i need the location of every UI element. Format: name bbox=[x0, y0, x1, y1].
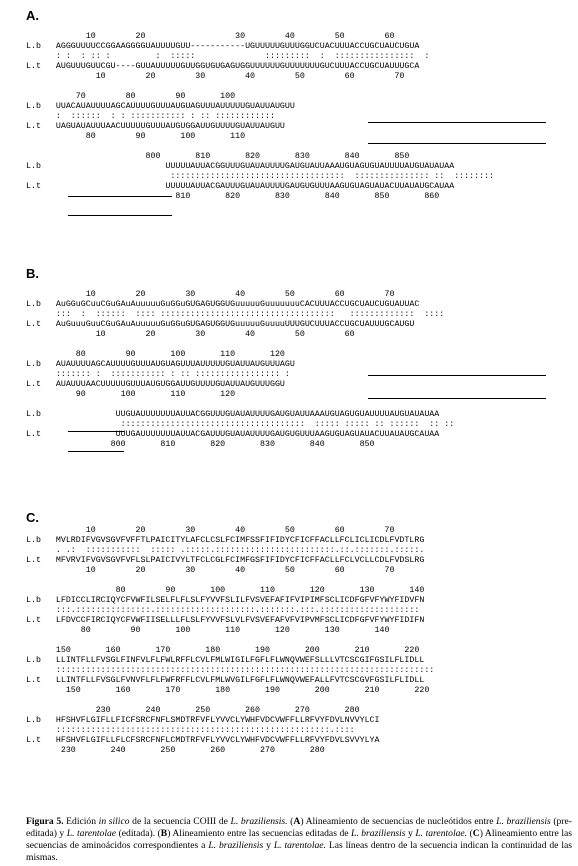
sequence-line: L.b AUAUUUUAGCAUUUUGUUUAUGUAGUUUAUUUUUGUAUUAUGUUUAGU bbox=[26, 360, 295, 369]
panel-b-alignment bbox=[26, 290, 454, 450]
caption-text: Edición bbox=[63, 816, 99, 827]
sequence-line: L.b MVLRDIFVGVSGVFVFFTLPAICITYLAFCLCSLFCIMFSSFIFIDYCFICFFACLLFCLICLICDLFVDTLRG bbox=[26, 536, 425, 545]
continuity-line bbox=[68, 431, 124, 432]
caption-text: (pre-editada) y bbox=[26, 816, 573, 839]
caption-lead: Figura 5. bbox=[26, 816, 64, 827]
sequence-line: L.b HFSHVFLGIFLLFICFSRCFNFLSMDTRFVFLYVVCLYWHFVDCVWFFLLRFVYFDVLNVVYLCI bbox=[26, 716, 380, 725]
match-line: :::::::::::::::::::::::::::::::::::::::::::::::::::::::::::::::::::::::::::: bbox=[26, 666, 435, 675]
match-line bbox=[26, 82, 494, 92]
caption-text: ) Alineamiento entre las secuencias editadas de bbox=[167, 828, 352, 839]
continuity-line bbox=[68, 196, 172, 197]
figure-caption bbox=[26, 816, 572, 864]
match-line: : : : :: : : ::::: ::::::::: : :::::::::::::::: : bbox=[26, 52, 430, 61]
caption-text: de la secuencia COIII de bbox=[129, 816, 231, 827]
sequence-line: L.t MFVRVIFVGVSGVFVFLSLPAICIVYLTFCLCGLFCIMFGSFIFIDYCFICFFACLLFCLVCLLCDLFVDSLRG bbox=[26, 556, 425, 565]
caption-italic: in silico bbox=[98, 816, 130, 827]
sequence-line: L.t LLINTFLLFVSGLFVNVFLFLFWFRFFLCVLFMLWVGILFGFLFLWNQVWEFALLFVTCSCGVFGSILFLIDLL bbox=[26, 676, 425, 685]
sequence-line: L.b UUUUUAUUACGGUUUGUAUAUUUUGAUGUAUUAAAUGUAGUGUAUUUUAUGUAUAUAA bbox=[26, 162, 455, 171]
caption-text: y bbox=[405, 828, 416, 839]
match-line: : :::::: : : ::::::::::: : :: :::::::::::: bbox=[26, 112, 275, 121]
match-line: ::::::: : ::::::::::: : :: ::::::::::::::::: : bbox=[26, 370, 290, 379]
continuity-line bbox=[68, 215, 172, 216]
match-line: . .: ::::::::::: ::::: .:::::.::::::::::::::::::::::::.::.:::::::.:::::. bbox=[26, 546, 425, 555]
position-ruler: 80 90 100 110 120 130 140 bbox=[26, 586, 425, 595]
position-ruler: 80 90 100 110 bbox=[26, 132, 246, 141]
match-line: :::::::::::::::::::::::::::::::::::::::::::::::::::::::.:::: bbox=[26, 726, 355, 735]
position-ruler: 10 20 30 40 50 60 70 bbox=[26, 290, 395, 299]
caption-panel-ref: C bbox=[472, 828, 480, 839]
position-ruler: 70 80 90 100 bbox=[26, 92, 236, 101]
caption-text: y bbox=[263, 840, 274, 851]
caption-panel-ref: A bbox=[293, 816, 301, 827]
position-ruler: 10 20 30 40 50 60 bbox=[26, 32, 395, 41]
continuity-line bbox=[368, 398, 546, 399]
caption-species: L. tarentolae. bbox=[273, 840, 326, 851]
caption-species: L. braziliensis. bbox=[230, 816, 288, 827]
sequence-line: L.b UUACAUAUUUUAGCAUUUUGUUUAUGUAGUUUAUUUUUGUAUUAUGUU bbox=[26, 102, 295, 111]
panel-c-label: C. bbox=[26, 510, 39, 525]
match-line bbox=[26, 696, 434, 706]
sequence-line: L.t UUUGAUUUUUUUAUUACGAUUUGUAUAUUUUGAUGUGUUUAAGUGUAGUAUACUUAUAUGCAUAA bbox=[26, 430, 440, 439]
sequence-line: L.t UAGUAUAUUUAACUUUUUGUUUAUGUGGAUUGUUUUGUAUUAUGUU bbox=[26, 122, 285, 131]
continuity-line bbox=[368, 143, 546, 144]
position-ruler: 90 100 110 120 bbox=[26, 390, 236, 399]
caption-panel-ref: B bbox=[160, 828, 168, 839]
continuity-line bbox=[368, 375, 546, 376]
position-ruler: 150 160 170 180 190 200 210 220 bbox=[26, 646, 420, 655]
match-line: ::: : :::::: :::: ::::::::::::::::::::::::::::::::::: ::::::::::::: :::: bbox=[26, 310, 445, 319]
caption-text: ( bbox=[467, 828, 473, 839]
position-ruler: 230 240 250 260 270 280 bbox=[26, 706, 360, 715]
position-ruler: 150 160 170 180 190 200 210 220 bbox=[26, 686, 430, 695]
caption-text: ) Alineamiento entre las secuencias de aminoácidos correspondientes a bbox=[26, 828, 572, 851]
match-line: ::::::::::::::::::::::::::::::::::: ::::::::::::::: :: :::::::: bbox=[26, 172, 495, 181]
caption-species: L. braziliensis bbox=[496, 816, 551, 827]
caption-text: Las líneas dentro de la secuencia indican la continuidad de las mismas. bbox=[26, 840, 572, 863]
continuity-line bbox=[68, 451, 124, 452]
position-ruler: 10 20 30 40 50 60 bbox=[26, 330, 355, 339]
panel-a-alignment bbox=[26, 32, 494, 202]
match-line: ::::::::::::::::::::::::::::::::::::: ::::: ::::: :: :::::: :: :: bbox=[26, 420, 455, 429]
sequence-line: L.t HFSHVFLGIFLLFLCFSRCFNFLCMDTRFVFLYVVCLYWHFVDCVWFFLLRFVYFDVLSVVYLYA bbox=[26, 736, 380, 745]
match-line bbox=[26, 576, 434, 586]
caption-text: ( bbox=[287, 816, 294, 827]
position-ruler: 800 810 820 830 840 850 bbox=[26, 440, 375, 449]
match-line bbox=[26, 636, 434, 646]
match-line bbox=[26, 400, 454, 410]
sequence-line: L.b UUGUAUUUUUUUAUUACGGUUUGUAUAUUUUGAUGUAUUAAAUGUAGUGUAUUUUAUGUAUAUAA bbox=[26, 410, 440, 419]
panel-a-label: A. bbox=[26, 8, 39, 23]
position-ruler: 10 20 30 40 50 60 70 bbox=[26, 566, 395, 575]
sequence-line: L.b LFDICCLIRCIQYCFVWFILSELFLFLSLFYVVFSLILFVSVEFAFIFVIPIMFSCLICDFGFVFYWYFIDVFN bbox=[26, 596, 425, 605]
position-ruler: 10 20 30 40 50 60 70 bbox=[26, 526, 395, 535]
position-ruler: 810 820 830 840 850 860 bbox=[26, 192, 440, 201]
caption-text: (editada). ( bbox=[116, 828, 161, 839]
caption-text: ) Alineamiento de secuencias de nucleótidos entre bbox=[300, 816, 497, 827]
sequence-line: L.b AGGGUUUUCCGGAAGGGGUAUUUUGUU-----------UGUUUUUGUUUGGUCUACUUUACCUGCUAUCUGUA bbox=[26, 42, 420, 51]
caption-species: L. tarentolae. bbox=[415, 828, 468, 839]
sequence-line: L.t AUAUUUAACUUUUUGUUUAUGUGGAUUGUUUUGUAUUAUGUUUGGU bbox=[26, 380, 285, 389]
position-ruler: 10 20 30 40 50 60 70 bbox=[26, 72, 405, 81]
sequence-line: L.t AuGuuuGuuCGuGAuAuuuuuGuGGuGUGAGUGGUGuuuuuGuuuuUUUGUCUUUACCUGCUAUUUGCAUGU bbox=[26, 320, 415, 329]
sequence-line: L.t AUGUUUGUUCGU----GUUAUUUUUGUUGGUGUGAGUGGUUUUUUGUUUUUUUGUCUUUACCUGCUAUUUGCA bbox=[26, 62, 420, 71]
position-ruler: 80 90 100 110 120 bbox=[26, 350, 285, 359]
caption-species: L. braziliensis bbox=[351, 828, 406, 839]
caption-species: L. braziliensis bbox=[208, 840, 264, 851]
match-line: :::.:::::::::::::::.::::::::::::::::::::.:::::::.:::.:::::::::::::::::::: bbox=[26, 606, 420, 615]
sequence-line: L.t LFDVCCFIRCIQYCFVWFIISELLLFLSLFYVVFSLVLFVSVEFAFVFVIPVMFSCLICDFGFVFYWYFIDIFN bbox=[26, 616, 425, 625]
match-line bbox=[26, 340, 454, 350]
continuity-line bbox=[368, 122, 546, 123]
position-ruler: 800 810 820 830 840 850 bbox=[26, 152, 410, 161]
sequence-line: L.b AuGGuGCuuCGuGAuAuuuuuGuGGuGUGAGUGGUGuuuuuGuuuuuuuCACUUUACCUGCUAUCUGUAUUAC bbox=[26, 300, 420, 309]
panel-b-label: B. bbox=[26, 266, 39, 281]
sequence-line: L.b LLINTFLLFVSGLFINFVLFLFWLRFFLCVLFMLWIGILFGFLFLWNQVWEFSLLLVTCSCGIFGSILFLIDLL bbox=[26, 656, 425, 665]
caption-species: L. tarentolae bbox=[66, 828, 117, 839]
sequence-line: L.t UUUUUAUUACGAUUUGUAUAUUUUGAUGUGUUUAAGUGUAGUAUACUUAUAUGCAUAA bbox=[26, 182, 455, 191]
position-ruler: 230 240 250 260 270 280 bbox=[26, 746, 325, 755]
panel-c-alignment bbox=[26, 526, 434, 756]
position-ruler: 80 90 100 110 120 130 140 bbox=[26, 626, 390, 635]
